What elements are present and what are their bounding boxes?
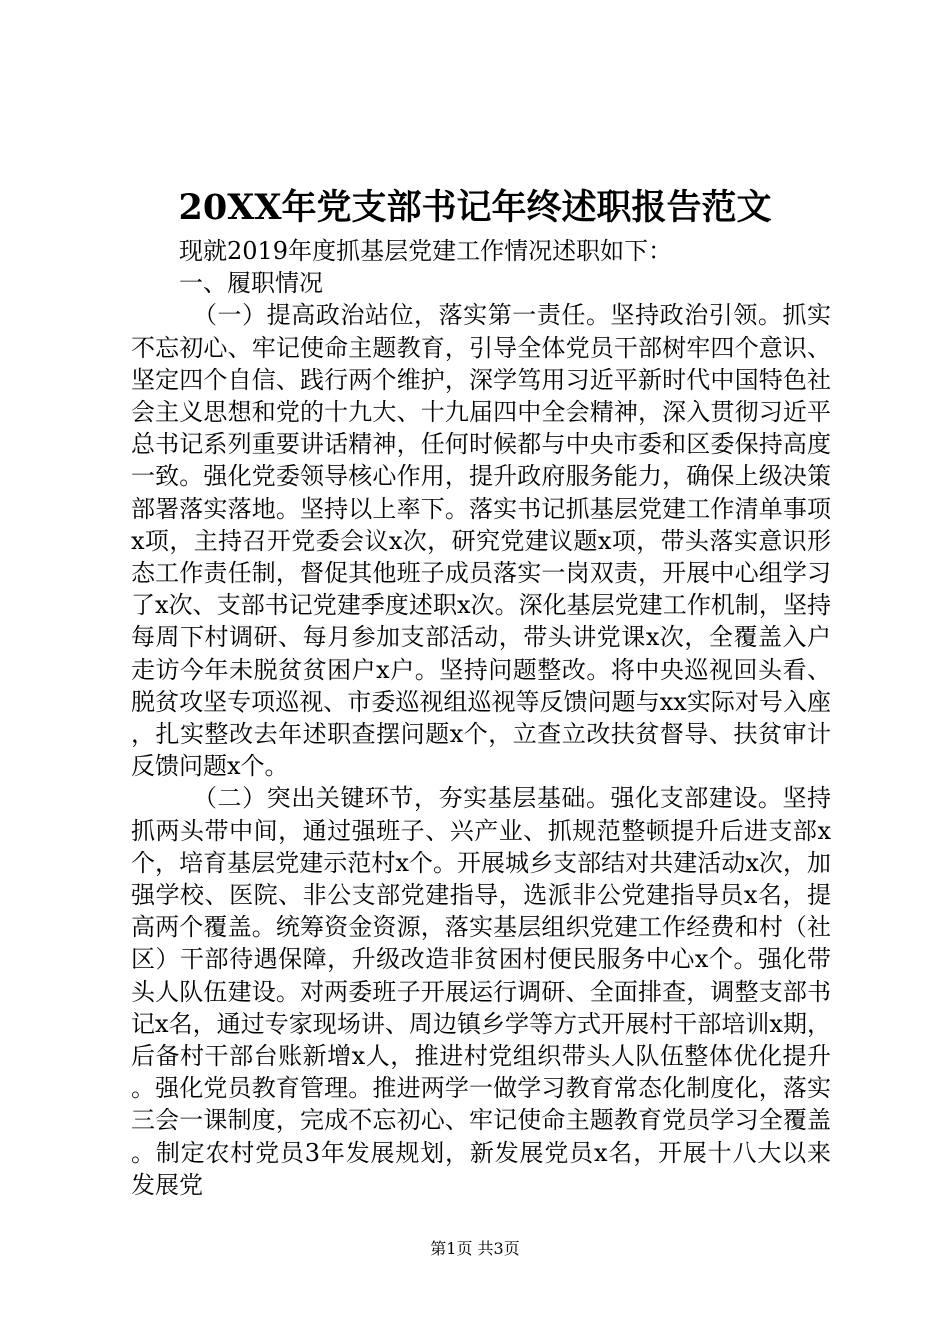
document-title: 20XX年党支部书记年终述职报告范文	[178, 187, 772, 228]
section-heading: 一、履职情况	[179, 269, 323, 298]
intro-paragraph: 现就2019年度抓基层党建工作情况述职如下：	[179, 237, 673, 265]
body-paragraph-2: （二）突出关键环节，夯实基层基础。强化支部建设。坚持抓两头带中间，通过强班子、兴产业、抓规范整顿提升后进支部x个，培育基层党建示范村x个。开展城乡支部结对共建活动x次，加强学校、医院、非公支部党建指导，选派非公党建指导员x名，提高两个覆盖。统筹资金资源，落实基层组织党建工作经费和村（社区）干部待遇保障，升级改造非贫困村便民服务中心x个。强化带头人队伍建设。对两委班子开展运行调研、全面排查，调整支部书记x名，通过专家现场讲、周边镇乡学等方式开展村干部培训x期，后备村干部台账新增x人，推进村党组织带头人队伍整体优化提升。强化党员教育管理。推进两学一做学习教育常态化制度化，落实三会一课制度，完成不忘初心、牢记使命主题教育党员学习全覆盖。制定农村党员3年发展规划，新发展党员x名，开展十八大以来发展党	[131, 784, 831, 1199]
body-paragraph-1: （一）提高政治站位，落实第一责任。坚持政治引领。抓实不忘初心、牢记使命主题教育，引导全体党员干部树牢四个意识、坚定四个自信、践行两个维护，深学笃用习近平新时代中国特色社会主义思想和党的十九大、十九届四中全会精神，深入贯彻习近平总书记系列重要讲话精神，任何时候都与中央市委和区委保持高度一致。强化党委领导核心作用，提升政府服务能力，确保上级决策部署落实落地。坚持以上率下。落实书记抓基层党建工作清单事项x项，主持召开党委会议x次，研究党建议题x项，带头落实意识形态工作责任制，督促其他班子成员落实一岗双责，开展中心组学习了x次、支部书记党建季度述职x次。深化基层党建工作机制，坚持每周下村调研、每月参加支部活动，带头讲党课x次，全覆盖入户走访今年未脱贫贫困户x户。坚持问题整改。将中央巡视回头看、脱贫攻坚专项巡视、市委巡视组巡视等反馈问题与xx实际对号入座，扎实整改去年述职查摆问题x个，立查立改扶贫督导、扶贫审计反馈问题x个。	[131, 301, 831, 781]
page-footer: 第1页 共3页	[430, 1239, 520, 1258]
document-body	[131, 235, 831, 1201]
